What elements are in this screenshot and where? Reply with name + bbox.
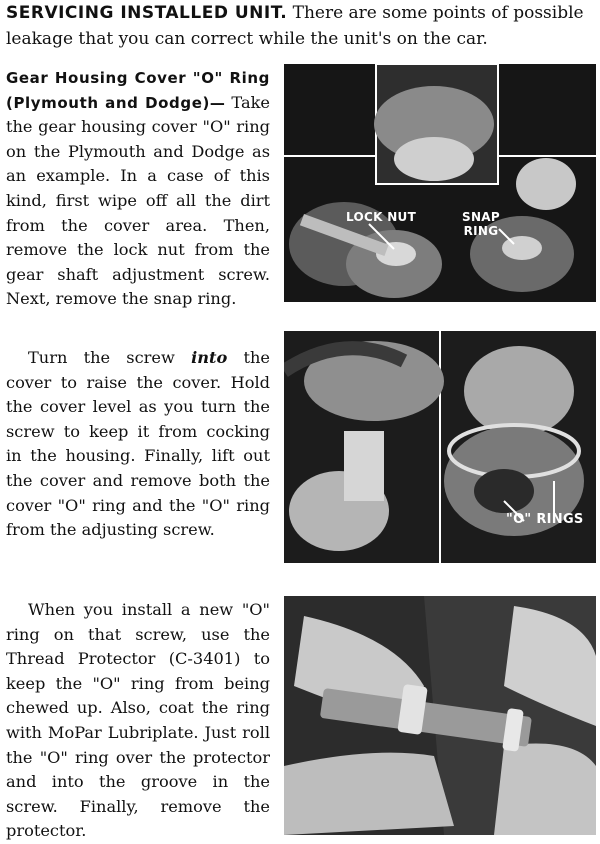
section2-after: the cover to raise the cover. Hold the cover level as you turn the screw to keep it from cocking in the housing. Finally, lift out the cover and remove both the cover "O" ring and the "O" ring from the adjusting screw.: [6, 348, 270, 540]
section1-body: Take the gear housing cover "O" ring on the Plymouth and Dodge as an example. In a case of this kind, first wipe off all the dirt from the cover area. Then, remove the lock nut from the gear shaft adjustment screw. Next, remove the snap ring.: [6, 92, 271, 309]
callout-o-rings: "O" RINGS: [506, 512, 584, 527]
photo-cover-o-rings: [284, 331, 596, 563]
callout-snap-ring: SNAP RING: [462, 210, 500, 238]
section2-paragraph: [6, 346, 270, 543]
photo-lock-nut-snap-ring: [284, 64, 596, 302]
section1-paragraph: [6, 66, 270, 312]
photo-thread-protector: [284, 596, 596, 835]
photo-3-illustration: [284, 596, 596, 835]
intro-lead: SERVICING INSTALLED UNIT.: [6, 3, 288, 23]
photo-1-illustration: [284, 64, 596, 302]
section2-emphasis: into: [191, 348, 228, 367]
section1-heading: Gear Housing Cover "O" Ring (Plymouth and Dodge)—: [6, 69, 270, 112]
intro-text: There are some points of possible leakage that you can correct while the unit's on the car.: [6, 3, 584, 49]
section3-paragraph: [6, 598, 270, 844]
photo-2-illustration: [284, 331, 596, 563]
callout-lock-nut: LOCK NUT: [346, 210, 417, 224]
intro-paragraph: [6, 0, 596, 52]
section3-body: When you install a new "O" ring on that screw, use the Thread Protector (C-3401) to keep the "O" ring from being chewed up. Also, coat the ring with MoPar Lubriplate. Just roll the "O" ring over the protector and into the groove in the screw. Finally, remove the protector.: [6, 600, 270, 841]
section2-before: Turn the screw: [28, 348, 192, 367]
